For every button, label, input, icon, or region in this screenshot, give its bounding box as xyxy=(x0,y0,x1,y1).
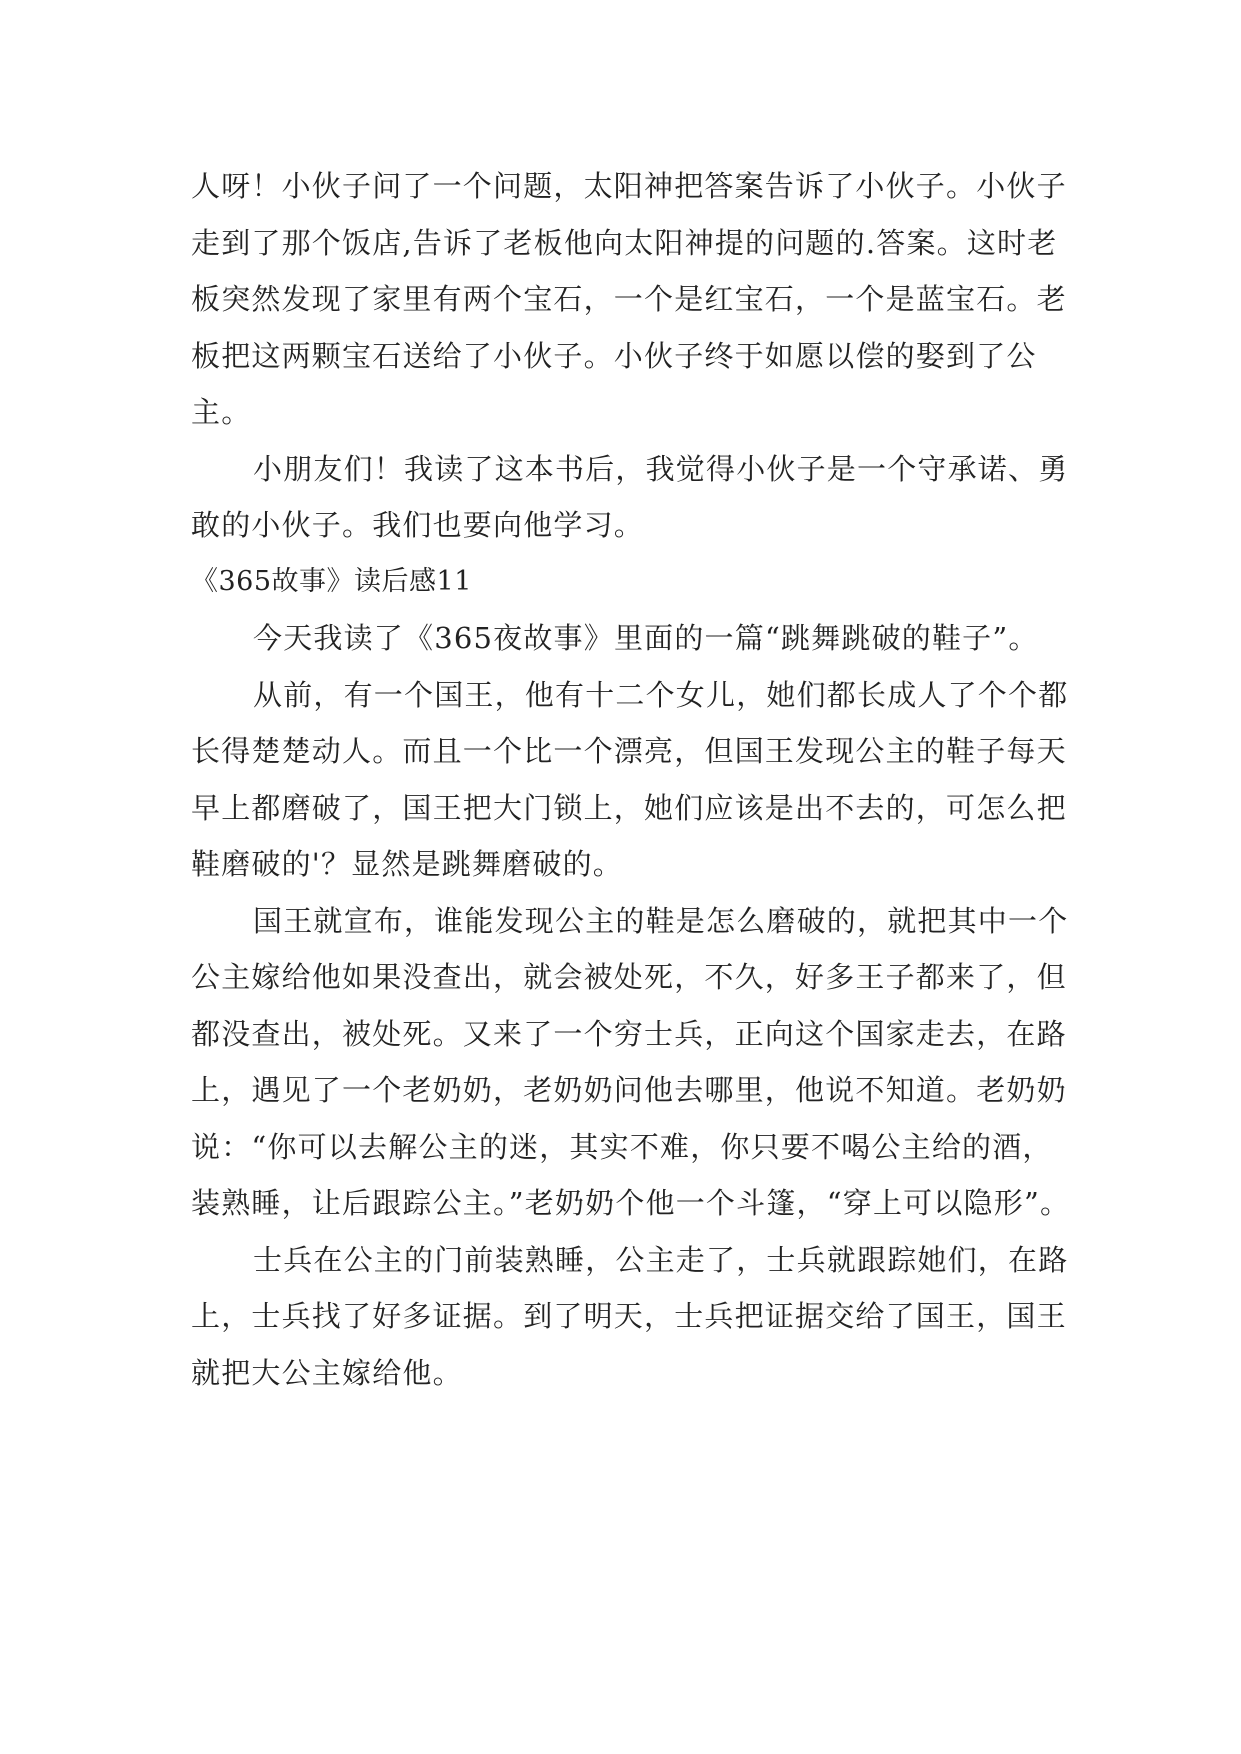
paragraph-king-announcement: 国王就宣布，谁能发现公主的鞋是怎么磨破的，就把其中一个公主嫁给他如果没查出，就会被处死，不久，好多王子都来了，但都没查出，被处死。又来了一个穷士兵，正向这个国家走去，在路上，遇见了一个老奶奶，老奶奶问他去哪里，他说不知道。老奶奶说：“你可以去解公主的迷，其实不难，你只要不喝公主给的酒，装熟睡，让后跟踪公主。”老奶奶个他一个斗篷，“穿上可以隐形”。 xyxy=(191,903,1071,1220)
document-body xyxy=(191,158,1071,1401)
paragraph-story-ending: 人呀！小伙子问了一个问题，太阳神把答案告诉了小伙子。小伙子走到了那个饭店,告诉了老板他向太阳神提的问题的.答案。这时老板突然发现了家里有两个宝石，一个是红宝石，一个是蓝宝石。老板把这两颗宝石送给了小伙子。小伙子终于如愿以偿的娶到了公主。 xyxy=(191,169,1067,429)
paragraph-intro: 今天我读了《365夜故事》里面的一篇“跳舞跳破的鞋子”。 xyxy=(253,621,1039,655)
paragraph-king-daughters: 从前，有一个国王，他有十二个女儿，她们都长成人了个个都长得楚楚动人。而且一个比一个漂亮，但国王发现公主的鞋子每天早上都磨破了，国王把大门锁上，她们应该是出不去的，可怎么把鞋磨破的'？显然是跳舞磨破的。 xyxy=(191,677,1069,881)
section-heading: 《365故事》读后感11 xyxy=(191,565,472,597)
paragraph-soldier-ending: 士兵在公主的门前装熟睡，公主走了，士兵就跟踪她们，在路上，士兵找了好多证据。到了明天，士兵把证据交给了国王，国王就把大公主嫁给他。 xyxy=(191,1242,1069,1390)
paragraph-reflection: 小朋友们！我读了这本书后，我觉得小伙子是一个守承诺、勇敢的小伙子。我们也要向他学习。 xyxy=(191,451,1069,542)
